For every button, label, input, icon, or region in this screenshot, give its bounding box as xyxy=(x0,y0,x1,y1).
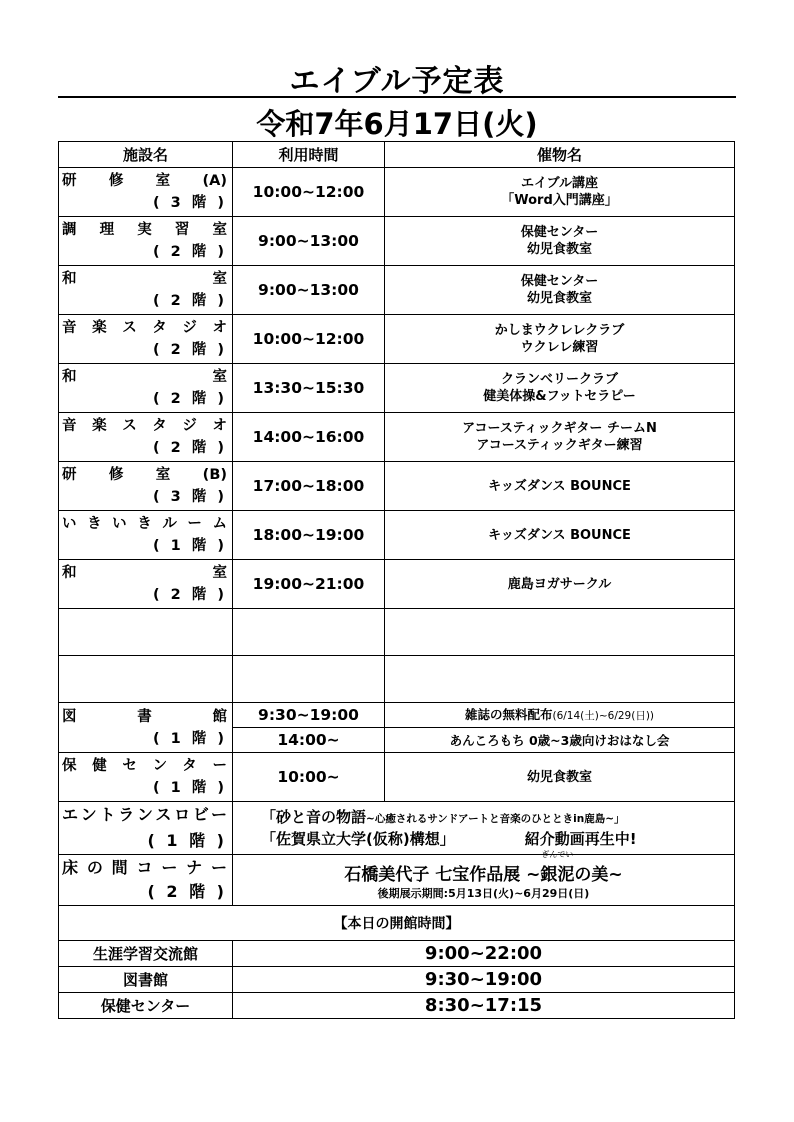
exhibition-title: 石橋美代子 七宝作品展 ~ ぎんでい 銀泥の美~ xyxy=(344,849,623,885)
room-name: 音楽スタジオ xyxy=(62,418,227,434)
event-subtitle: 幼児食教室 xyxy=(526,242,592,257)
room-floor: ( 3 階 ) xyxy=(153,489,227,505)
event-subtitle: アコースティックギター練習 xyxy=(476,438,643,453)
col-time-header: 利用時間 xyxy=(233,142,385,168)
library-row xyxy=(59,703,735,728)
tokonoma-row xyxy=(59,855,735,906)
room-floor: ( 2 階 ) xyxy=(153,587,227,603)
room-name: 調理実習室 xyxy=(62,222,227,238)
event-title: 幼児食教室 xyxy=(385,753,735,802)
event-title: 「砂と音の物語 xyxy=(261,808,367,826)
room-name: エントランスロビー xyxy=(62,805,227,824)
usage-time: 9:30~19:00 xyxy=(233,703,385,728)
room-name: 図書館 xyxy=(62,708,227,725)
event-note: 紹介動画再生中! xyxy=(524,830,637,848)
room-name: 和室 xyxy=(62,565,227,581)
opening-hours-value: 8:30~17:15 xyxy=(233,993,735,1019)
facility-name: 図書館 xyxy=(59,967,233,993)
facility-name: 保健センター xyxy=(59,993,233,1019)
usage-time: 14:00~ xyxy=(233,728,385,753)
room-name: 和室 xyxy=(62,271,227,287)
table-row xyxy=(59,560,735,609)
event-subtitle: ~心癒されるサンドアートと音楽のひとときin鹿島~」 xyxy=(366,813,625,825)
facility-name: 生涯学習交流館 xyxy=(59,941,233,967)
room-floor: ( 1 階 ) xyxy=(147,831,227,850)
schedule-date: 令和7年6月17日(火) xyxy=(256,107,538,141)
room-floor: ( 2 階 ) xyxy=(147,882,227,901)
hours-row xyxy=(59,993,735,1019)
hours-row xyxy=(59,967,735,993)
exhibition-period: 後期展示期間:5月13日(火)~6月29日(日) xyxy=(377,886,590,900)
table-row xyxy=(59,413,735,462)
event-subtitle: 幼児食教室 xyxy=(526,291,592,306)
event-title: 鹿島ヨガサークル xyxy=(507,576,612,592)
room-name: 研修室(A) xyxy=(62,173,227,189)
usage-time: 9:00~13:00 xyxy=(233,217,385,266)
table-row xyxy=(59,168,735,217)
usage-time: 10:00~ xyxy=(233,753,385,802)
room-floor: ( 1 階 ) xyxy=(153,730,227,747)
empty-row xyxy=(59,609,735,656)
opening-hours-value: 9:30~19:00 xyxy=(233,967,735,993)
room-name: 研修室(B) xyxy=(62,467,227,483)
title-divider xyxy=(58,96,736,98)
usage-time: 13:30~15:30 xyxy=(233,364,385,413)
room-floor: ( 2 階 ) xyxy=(153,244,227,260)
table-row xyxy=(59,315,735,364)
usage-time: 18:00~19:00 xyxy=(233,511,385,560)
event-title: キッズダンス BOUNCE xyxy=(488,527,631,543)
room-name: 床の間コーナー xyxy=(62,858,227,877)
entrance-row xyxy=(59,802,735,855)
usage-time: 10:00~12:00 xyxy=(233,315,385,364)
event-subtitle: 「Word入門講座」 xyxy=(501,193,618,208)
event-subtitle: ウクレレ練習 xyxy=(520,340,599,355)
page-title: エイブル予定表 xyxy=(289,64,505,99)
col-event-header: 催物名 xyxy=(385,142,735,168)
empty-row xyxy=(59,656,735,703)
room-name: 和室 xyxy=(62,369,227,385)
table-row xyxy=(59,364,735,413)
opening-hours-heading: 【本日の開館時間】 xyxy=(59,906,735,941)
table-row xyxy=(59,462,735,511)
col-facility-header: 施設名 xyxy=(59,142,233,168)
event-title: アコースティックギター チームN xyxy=(462,421,657,436)
usage-time: 10:00~12:00 xyxy=(233,168,385,217)
room-name: 保健センター xyxy=(62,758,227,774)
event-title: 保健センター xyxy=(520,225,599,240)
ruby-reading: ぎんでい xyxy=(541,849,574,859)
event-title: 雑誌の無料配布 xyxy=(464,706,553,722)
table-row xyxy=(59,266,735,315)
room-floor: ( 1 階 ) xyxy=(153,538,227,554)
event-title: 保健センター xyxy=(520,274,599,289)
event-title: かしまウクレレクラブ xyxy=(494,323,625,338)
event-title: あんころもち 0歳~3歳向けおはなし会 xyxy=(385,728,735,753)
room-floor: ( 2 階 ) xyxy=(153,293,227,309)
opening-hours-value: 9:00~22:00 xyxy=(233,941,735,967)
room-name: いきいきルーム xyxy=(62,516,227,532)
hours-heading-row xyxy=(59,906,735,941)
table-header-row xyxy=(59,142,735,168)
table-row xyxy=(59,217,735,266)
room-floor: ( 2 階 ) xyxy=(153,440,227,456)
event-subtitle: 健美体操&フットセラピー xyxy=(483,389,636,404)
event-note: (6/14(土)~6/29(日)) xyxy=(552,709,655,722)
table-row xyxy=(59,511,735,560)
room-floor: ( 1 階 ) xyxy=(153,780,227,796)
hours-row xyxy=(59,941,735,967)
room-floor: ( 2 階 ) xyxy=(153,391,227,407)
event-title: エイブル講座 xyxy=(520,176,599,191)
event-title: キッズダンス BOUNCE xyxy=(488,478,631,494)
usage-time: 14:00~16:00 xyxy=(233,413,385,462)
event-title: 「佐賀県立大学(仮称)構想」 xyxy=(261,830,455,848)
room-name: 音楽スタジオ xyxy=(62,320,227,336)
schedule-table xyxy=(58,141,735,1019)
health-center-row xyxy=(59,753,735,802)
room-floor: ( 2 階 ) xyxy=(153,342,227,358)
usage-time: 17:00~18:00 xyxy=(233,462,385,511)
usage-time: 19:00~21:00 xyxy=(233,560,385,609)
usage-time: 9:00~13:00 xyxy=(233,266,385,315)
room-floor: ( 3 階 ) xyxy=(153,195,227,211)
event-title: クランベリークラブ xyxy=(500,372,618,387)
